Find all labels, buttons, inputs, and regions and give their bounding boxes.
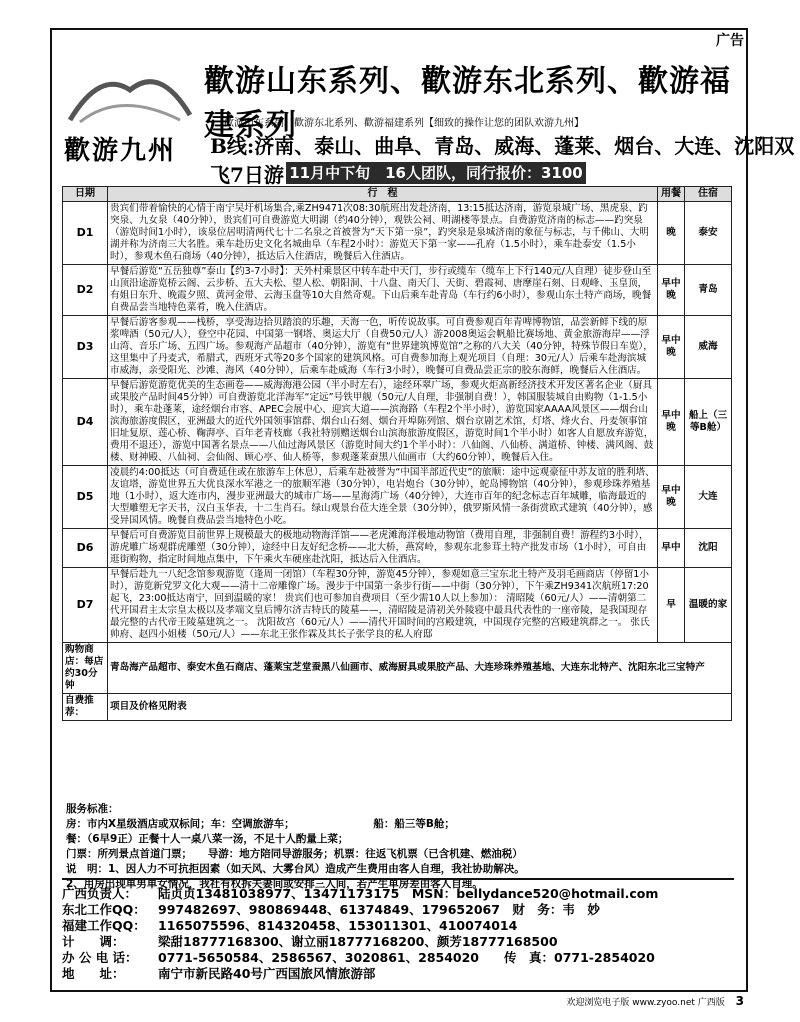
price-bar: 11月中下旬 16人团队，同行报价：3100 xyxy=(286,162,586,184)
notes-title: 服务标准： xyxy=(66,803,119,815)
contact-row: 东北工作QQ： 997482697、980869448、61374849、179652067 财 务：韦 妙 xyxy=(62,902,600,917)
selfpay-text: 项目及价格见附表 xyxy=(108,694,732,721)
logo-text: 歡游九州 xyxy=(64,136,177,166)
table-row xyxy=(63,529,732,568)
route-title: B线:济南、泰山、曲阜、青岛、威海、蓬莱、烟台、大连、沈阳双飞7日游 xyxy=(210,134,795,187)
day-cell: D2 xyxy=(63,265,108,316)
itinerary-cell: 贵宾们带着愉快的心情于南宁吴圩机场集合,乘ZH9471次08:30航班出发赴济南，13:15抵达济南，游览泉城广场、黑虎泉、趵突泉、九女泉（40分钟），贵宾们可自费游览大明湖（约40分钟），观铁公祠、明湖楼等景点。自费游览济南的标志——趵突泉（游览时间1小时），该泉位居明清两代七十二名泉之首被誉为“天下第一泉”，趵突泉是泉城济南的象征与标志，与千佛山、大明湖并称为济南三大名胜。乘车赴历史文化名城曲阜（车程2小时）：游览天下第一家——孔府（1.5小时），乘车赴泰安（1.5小时），参观木鱼石商场（40分钟），抵达后入住酒店，晚餐后入住酒店。 xyxy=(108,202,658,265)
itinerary-cell: 早餐后可自费游览目前世界上规模最大的极地动物海洋馆——老虎滩海洋极地动物馆（费用自理，非强制自费！游程约3小时），游虎雕广场观群虎雕塑（30分钟），途经中日友好纪念桥——北大桥，燕窝岭，参观东北参茸土特产批发市场（1小时），可自由逛街购物，指定时间地点集中，下午乘火车硬座赴沈阳，抵达后入住酒店。 xyxy=(108,529,658,568)
header-hotel: 住宿 xyxy=(685,187,732,202)
itinerary-cell: 凌晨约4:00抵达（可自费延住或在旅游车上休息），后乘车赴被誉为“中国半部近代史”的旅顺：途中远观豪征中苏友谊的胜利塔、友谊塔，游览世界五大优良深水军港之一的旅顺军港（30分钟），电岩炮台（30分钟），蛇岛博物馆（40分钟），参观珍珠养殖基地（1小时），返大连市内，漫步亚洲最大的城市广场——星海湾广场（40分钟），大连市百年的纪念标志百年城雕，临海最近的大型雕塑无字天书，汉白玉华表，十二生肖石。绿山观景台莅大连全景（30分钟），俄罗斯风情一条街赏欧式建筑（40分钟），感受异国风情。晚餐自费品尝当地特色小吃。 xyxy=(108,466,658,529)
table-row xyxy=(63,379,732,466)
hotel-cell: 泰安 xyxy=(685,202,732,265)
meal-cell: 早中晚 xyxy=(658,379,685,466)
hotel-cell: 威海 xyxy=(685,316,732,379)
table-row xyxy=(63,568,732,643)
day-cell: D3 xyxy=(63,316,108,379)
table-row xyxy=(63,466,732,529)
notes-line: 说 明：1、因人力不可抗拒因素（如天风、大雾台风）造成产生费用由客人自理，我社协助解决。 xyxy=(66,863,525,875)
meal-cell: 晚 xyxy=(658,202,685,265)
selfpay-row xyxy=(63,694,732,721)
itinerary-cell: 早餐后游客参观——栈桥，享受海边拾贝踏浪的乐趣，天海一色，听传说故事。可自费参观百年青啤博物馆，品尝新鲜下线的原浆啤酒（50元/人），登空中花园、中国第一钢塔、奥运大厅（自费50元/人）游2008奥运会帆船比赛场地、黄金旅游海岸——浮山湾、音乐广场、五四广场。参观海产品超市（40分钟），游览有“世界建筑博览馆”之称的八大关（40分钟，特殊节假日车览），这里集中了丹麦式，希腊式，西班牙式等20多个国家的建筑风格。可自费参加海上观光项目（自理：30元/人）后乘车赴海滨城市威海，亲受阳光、沙滩、海风（40分钟），后乘车赴威海（车行3小时），晚餐可自费品尝正宗的胶东海鲜，晚餐后入住酒店。 xyxy=(108,316,658,379)
headline: 歡游山东系列、歡游东北系列、歡游福建系列 xyxy=(204,64,731,143)
hotel-cell: 船上（三等B舱） xyxy=(685,379,732,466)
meal-cell: 早中晚 xyxy=(658,265,685,316)
hotel-cell: 温暖的家 xyxy=(685,568,732,643)
meal-cell: 早中 xyxy=(658,529,685,568)
page-number: 3 xyxy=(735,994,744,1008)
notes-line: 2、用房出现单男单女情况，我社有权拆夫妻间或安排三人间，若产生单房差由客人自理。 xyxy=(66,878,483,890)
contact-row: 福建工作QQ： 1165075596、814320458、153011301、410074014 xyxy=(62,918,518,933)
notes-line: 餐：（6早9正）正餐十人一桌八菜一汤，不足十人酌量上菜； xyxy=(66,833,349,845)
day-cell: D7 xyxy=(63,568,108,643)
contact-row: 计 调： 梁甜18777168300、谢立丽18777168200、颜芳18777168500 xyxy=(62,934,558,949)
selfpay-label: 自费推荐： xyxy=(63,694,108,721)
contact-row: 广西负责人： 陆贞贞13481038977、13471173175 MSN：bellydance520@hotmail.com xyxy=(62,886,659,901)
table-row xyxy=(63,265,732,316)
contact-row: 地 址： 南宁市新民路40号广西国旅风情旅游部 xyxy=(62,966,376,981)
itinerary-cell: 早餐后赴九一八纪念馆参观游览（逢周一闭馆）（车程30分钟，游览45分钟），参观如意三宝东北土特产及羽毛画商店（停留1小时），游览新党罗文化大观——清十二帝雕像广场。漫步于中国第一条步行街——中街（30分钟），下午乘ZH9341次航班17:20起飞，23:00抵达南宁，回到温暖的家！ 贵宾们也可参加自费项目（至少需10人以上参加）： 清昭陵（60元/人）——清朝第二代开国君主太宗皇太极以及孝端文皇后博尔济吉特氏的陵墓——，清昭陵是清初关外陵寝中最具代表性的一座帝陵，是我国现存最完整的古代帝王陵墓建筑之一。 沈阳故宫（60元/人）——清代开国时间的宫殿建筑，中国现存完整的宫殿建筑群之一。 张氏帅府、赵四小姐楼（50元/人）——东北王张作霖及其长子张学良的私人府邸 xyxy=(108,568,658,643)
meal-cell: 早中晚 xyxy=(658,316,685,379)
footer-text: 欢迎浏览电子版 www.zyoo.net 广西版 xyxy=(566,998,725,1008)
hotel-cell: 沈阳 xyxy=(685,529,732,568)
header-itinerary: 行 程 xyxy=(108,187,658,202)
day-cell: D4 xyxy=(63,379,108,466)
contact-row: 办 公 电 话： 0771-5650584、2586567、3020861、2854020 传 真：0771-2854020 xyxy=(62,950,655,965)
notes-line: 房：市内X星级酒店或双标间；车：空调旅游车； 船：船三等B舱； xyxy=(66,818,455,830)
table-row xyxy=(63,202,732,265)
mountain-logo-icon xyxy=(60,60,200,130)
subline: 歡游山东系列、歡游东北系列、歡游福建系列【细致的操作让您的团队欢游九州】 xyxy=(224,118,584,129)
table-header-row xyxy=(63,187,732,202)
notes-line: 门票：所列景点首道门票； 导游：地方陪同导游服务；机票：往返飞机票（已含机建、燃油税） xyxy=(66,848,523,860)
shop-row xyxy=(63,643,732,694)
day-cell: D5 xyxy=(63,466,108,529)
meal-cell: 早 xyxy=(658,568,685,643)
itinerary-cell: 早餐后游览“五岳独尊”泰山【约3-7小时】：天外村乘景区中转车赴中天门，步行或缆车（缆车上下行140元/人自理）徒步登山至山顶沿途游览桥云阁、云步桥、五大夫松、望人松、朝阳洞、十八盘、南天门、天街、碧霞祠、唐摩崖石刻、日观峰、玉皇顶，有姐日东升、晚霞夕照、黄河金带、云海玉盘等10大自然奇观。下山后乘车赴青岛（车行约6小时），参观山东土特产商场，晚餐自费品尝当地特色菜肴，晚入住酒店。 xyxy=(108,265,658,316)
hotel-cell: 大连 xyxy=(685,466,732,529)
table-row xyxy=(63,316,732,379)
footer xyxy=(50,994,744,1008)
shop-text: 青岛海产品超市、泰安木鱼石商店、蓬莱宝芝堂蚕黑八仙画市、威海厨具或果胶产品、大连珍珠养殖基地、大连东北特产、沈阳东北三宝特产 xyxy=(108,643,732,694)
header-date: 日期 xyxy=(63,187,108,202)
header-meal: 用餐 xyxy=(658,187,685,202)
hotel-cell: 青岛 xyxy=(685,265,732,316)
day-cell: D6 xyxy=(63,529,108,568)
itinerary-table xyxy=(62,186,732,721)
day-cell: D1 xyxy=(63,202,108,265)
meal-cell: 早中晚 xyxy=(658,466,685,529)
shop-label: 购物商店：每店约30分钟 xyxy=(63,643,108,694)
ad-tag: 广告 xyxy=(716,33,744,49)
contact-block xyxy=(62,878,734,982)
itinerary-cell: 早餐后游览游览优美的生态画卷——威海海港公园（半小时左右），途经环翠广场，参观火炬高新经济技术开发区著名企业（厨具或果胶产品时间45分钟）可自费游览北洋海军“定远”号铁甲舰（50元/人自理，非强制自费！），韩国服装城自由购物（1-1.5小时），乘车赴蓬莱，途经烟台市容、APEC会展中心、迎宾大道——滨海路（车程2个半小时），游览国家AAAA风景区——烟台山滨海旅游度假区，亚洲最大的近代外国领事馆群、烟台山石刻、烟台开埠陈列馆、烟台京剧艺术馆，灯塔、烽火台、丹麦领事馆旧址复原、莲心桥、鞠湃亭、百年老青枝廊（我社特别赠送烟台山滨海旅游度假区，游览时间1个半小时）如客人自愿放弃游览，费用不退还），游览中国著名景点——八仙过海风景区（游览时间大约1个半小时）：八仙阁、八仙桥、满道桥、钟楼、满风阁、鼓楼、财神殿、八仙祠、会仙阁、顾心亭、仙人桥等，参观蓬莱蚕黑八仙画市（大约60分钟），晚餐后入住。 xyxy=(108,379,658,466)
